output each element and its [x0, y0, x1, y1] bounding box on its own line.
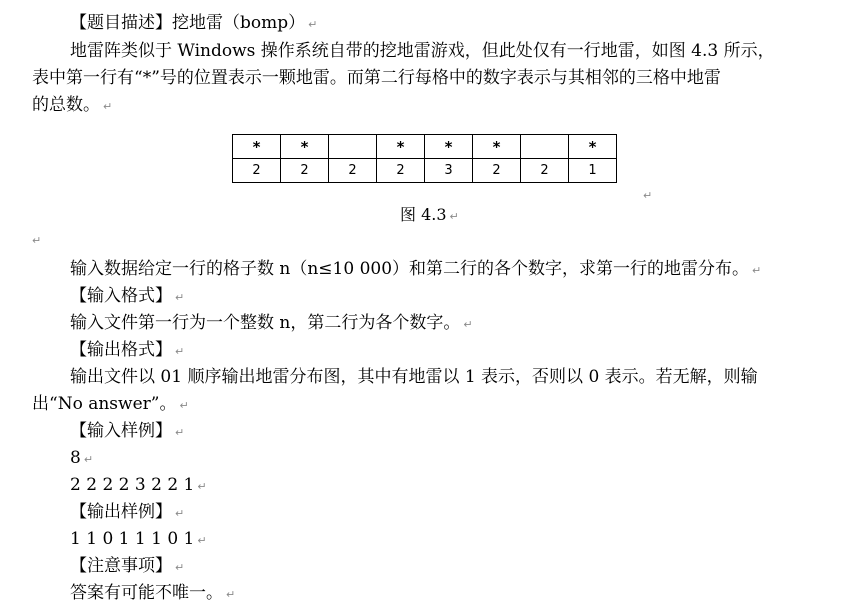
- paragraph-mark-icon: ↵: [103, 100, 113, 113]
- output-format-heading: 【输出格式】 ↵: [70, 340, 185, 360]
- paragraph-mark-icon: ↵: [226, 588, 236, 601]
- count-cell: 2: [473, 159, 521, 183]
- output-sample-heading: 【输出样例】 ↵: [70, 502, 185, 522]
- count-cell: 2: [329, 159, 377, 183]
- input-format-text: 输入文件第一行为一个整数 n，第二行为各个数字。 ↵: [70, 313, 473, 333]
- paragraph-mark-icon: ↵: [83, 453, 94, 466]
- mine-cell: *: [233, 135, 281, 159]
- minefield-table: [232, 134, 617, 183]
- paragraph-mark-icon: ↵: [463, 318, 473, 331]
- count-cell: 2: [281, 159, 329, 183]
- output-format-line1: 输出文件以 01 顺序输出地雷分布图，其中有地雷以 1 表示，否则以 0 表示。若无解，则输: [70, 367, 758, 387]
- paragraph-mark-icon: ↵: [197, 534, 207, 547]
- notes-heading: 【注意事项】 ↵: [70, 556, 185, 576]
- para1-line1: 地雷阵类似于 Windows 操作系统自带的挖地雷游戏，但此处仅有一行地雷，如图 4.3 所示，: [70, 41, 775, 61]
- paragraph-mark-icon: ↵: [179, 399, 189, 412]
- paragraph-mark-icon: ↵: [197, 480, 207, 493]
- count-row: [233, 159, 617, 183]
- mine-cell: *: [377, 135, 425, 159]
- count-cell: 2: [233, 159, 281, 183]
- count-cell: 2: [521, 159, 569, 183]
- paragraph-mark-icon: ↵: [643, 189, 653, 202]
- figure-caption: 图 4.3 ↵: [400, 205, 459, 224]
- mine-cell: *: [473, 135, 521, 159]
- para2: 输入数据给定一行的格子数 n（n≤10 000）和第二行的各个数字，求第一行的地雷分布。 ↵: [70, 259, 762, 279]
- mine-cell: *: [281, 135, 329, 159]
- output-format-line2: 出“No answer”。 ↵: [32, 394, 189, 414]
- title-line: 【题目描述】挖地雷（bomp） ↵: [70, 13, 318, 33]
- mine-cell: [521, 135, 569, 159]
- count-cell: 2: [377, 159, 425, 183]
- paragraph-mark-icon: ↵: [308, 18, 318, 31]
- input-sample-heading: 【输入样例】 ↵: [70, 421, 185, 441]
- output-sample-line1: 1 1 0 1 1 1 0 1 ↵: [70, 529, 207, 549]
- paragraph-mark-icon: ↵: [175, 345, 185, 358]
- count-cell: 1: [569, 159, 617, 183]
- count-cell: 3: [425, 159, 473, 183]
- mine-cell: *: [569, 135, 617, 159]
- mine-cell: [329, 135, 377, 159]
- para1-line3: 的总数。 ↵: [32, 95, 113, 115]
- paragraph-mark-icon: ↵: [449, 210, 459, 223]
- input-sample-line1: 8 ↵: [70, 448, 94, 468]
- paragraph-mark-icon: ↵: [752, 264, 762, 277]
- para1-line2: 表中第一行有“*”号的位置表示一颗地雷。而第二行每格中的数字表示与其相邻的三格中地雷: [32, 68, 721, 88]
- mine-cell: *: [425, 135, 473, 159]
- paragraph-mark-icon: ↵: [175, 507, 185, 520]
- paragraph-mark-icon: ↵: [175, 426, 185, 439]
- notes-text: 答案有可能不唯一。 ↵: [70, 583, 236, 603]
- mine-row: [233, 135, 617, 159]
- paragraph-mark-icon: ↵: [32, 234, 42, 247]
- paragraph-mark-icon: ↵: [175, 291, 185, 304]
- input-format-heading: 【输入格式】 ↵: [70, 286, 185, 306]
- paragraph-mark-icon: ↵: [175, 561, 185, 574]
- input-sample-line2: 2 2 2 2 3 2 2 1 ↵: [70, 475, 207, 495]
